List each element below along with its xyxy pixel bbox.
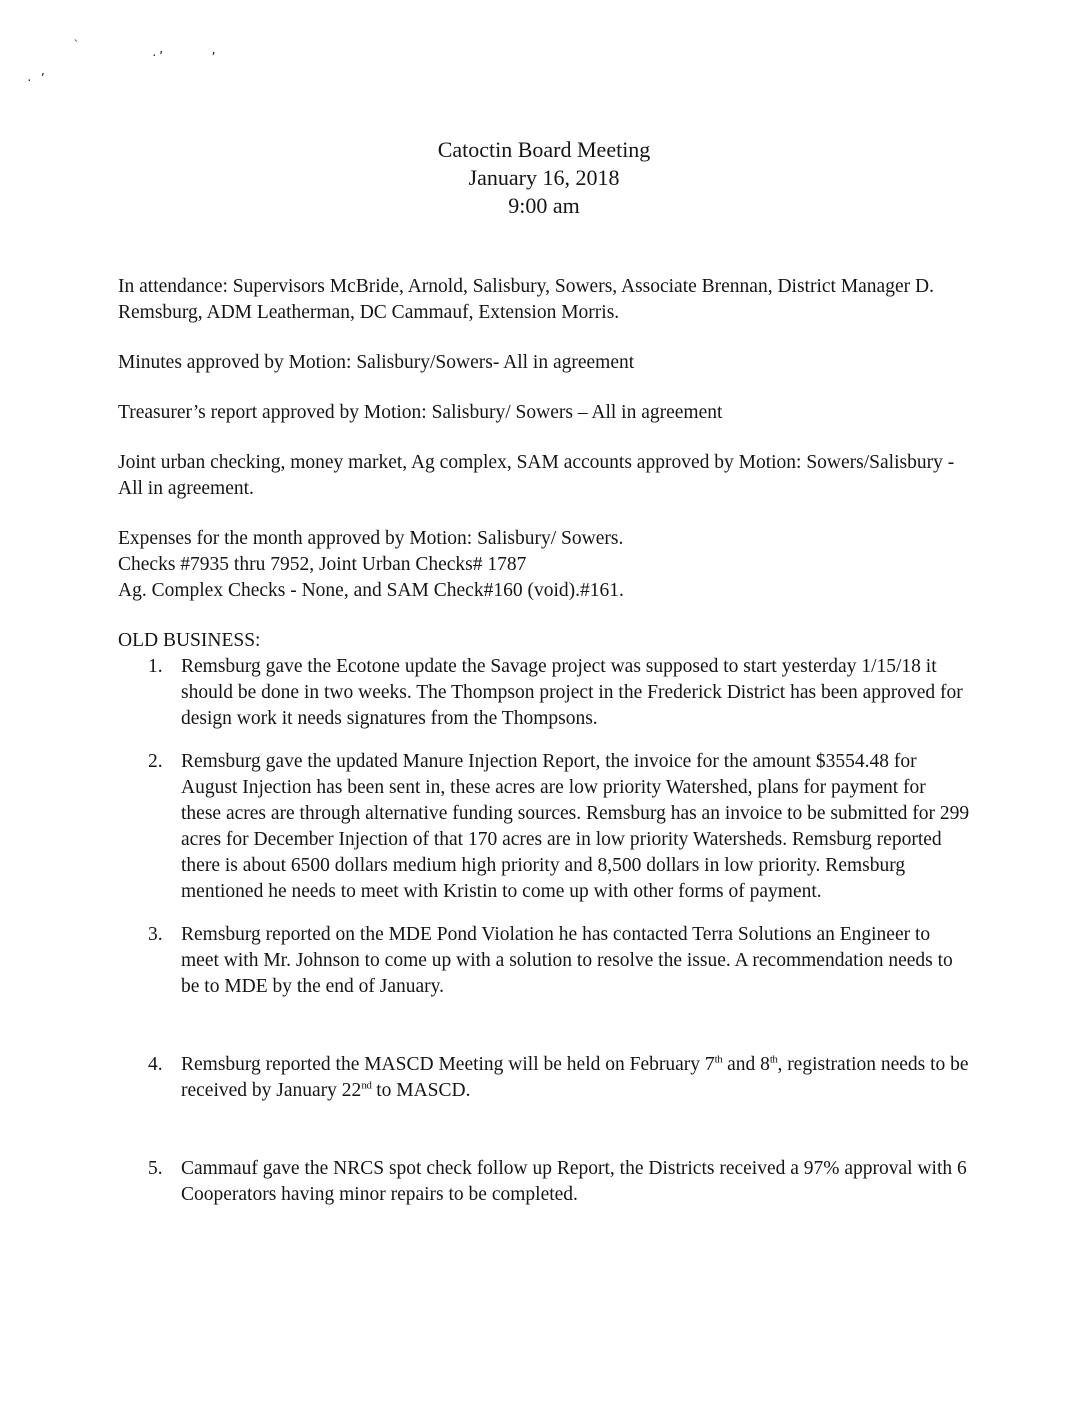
list-item xyxy=(118,922,970,1000)
document-date: January 16, 2018 xyxy=(468,165,620,190)
ordinal-suffix: th xyxy=(714,1053,723,1066)
document-title: Catoctin Board Meeting xyxy=(437,137,651,162)
title-block xyxy=(118,136,970,220)
list-item xyxy=(118,1156,970,1208)
expenses-line: Expenses for the month approved by Motion: Salisbury/ Sowers. xyxy=(118,528,624,549)
expenses-block xyxy=(118,526,970,604)
item-text-part: , registration needs to be received by January 22 xyxy=(181,1054,969,1101)
minutes-approval-paragraph: Minutes approved by Motion: Salisbury/Sowers- All in agreement xyxy=(118,352,635,373)
treasurer-approval-paragraph: Treasurer’s report approved by Motion: Salisbury/ Sowers – All in agreement xyxy=(118,402,723,423)
old-business-heading: OLD BUSINESS: xyxy=(118,630,261,651)
scan-artifact: ·’ xyxy=(151,49,165,62)
ag-complex-checks-line: Ag. Complex Checks - None, and SAM Check#160 (void).#161. xyxy=(118,580,624,601)
item-number: 5. xyxy=(148,1158,163,1179)
item-text-part: and 8 xyxy=(722,1054,770,1075)
item-text: Remsburg gave the Ecotone update the Savage project was supposed to start yesterday 1/15/18 it should be done in two weeks. The Thompson project in the Frederick District has been approved for design work it needs signatures from the Thompsons. xyxy=(181,656,963,729)
list-item xyxy=(118,1052,970,1104)
item-text xyxy=(181,1052,970,1104)
item-number: 2. xyxy=(148,751,163,772)
accounts-approval-paragraph: Joint urban checking, money market, Ag complex, SAM accounts approved by Motion: Sowers/Salisbury - All in agreement. xyxy=(118,452,955,499)
old-business-list xyxy=(118,654,970,1208)
list-item xyxy=(118,749,970,905)
list-item xyxy=(118,654,970,732)
item-text: Remsburg gave the updated Manure Injection Report, the invoice for the amount $3554.48 for August Injection has been sent in, these acres are low priority Watershed, plans for payment for these acres are through alternative funding sources. Remsburg has an invoice to be submitted for 299 acres for December Injection of that 170 acres are in low priority Watersheds. Remsburg reported there is about 6500 dollars medium high priority and 8,500 dollars in low priority. Remsburg mentioned he needs to meet with Kristin to come up with other forms of payment. xyxy=(181,751,970,902)
ordinal-suffix: nd xyxy=(361,1079,372,1092)
item-number: 3. xyxy=(148,924,163,945)
ordinal-suffix: th xyxy=(769,1053,778,1066)
item-number: 4. xyxy=(148,1054,163,1075)
item-number: 1. xyxy=(148,656,163,677)
checks-line: Checks #7935 thru 7952, Joint Urban Checks# 1787 xyxy=(118,554,527,575)
item-text: Remsburg reported on the MDE Pond Violation he has contacted Terra Solutions an Engineer to meet with Mr. Johnson to come up with a solution to resolve the issue. A recommendation needs to be to MDE by the end of January. xyxy=(181,924,953,997)
scan-artifact: ` xyxy=(73,38,80,51)
attendance-paragraph: In attendance: Supervisors McBride, Arnold, Salisbury, Sowers, Associate Brennan, District Manager D. Remsburg, ADM Leatherman, DC Cammauf, Extension Morris. xyxy=(118,276,934,323)
scan-artifact: . ’ xyxy=(26,71,46,84)
item-text-part: to MASCD. xyxy=(371,1080,471,1101)
document-time: 9:00 am xyxy=(508,193,580,218)
item-text: Cammauf gave the NRCS spot check follow up Report, the Districts received a 97% approval with 6 Cooperators having minor repairs to be completed. xyxy=(181,1158,967,1205)
item-text-part: Remsburg reported the MASCD Meeting will be held on February 7 xyxy=(181,1054,715,1075)
scan-artifact: ’ xyxy=(210,50,217,63)
